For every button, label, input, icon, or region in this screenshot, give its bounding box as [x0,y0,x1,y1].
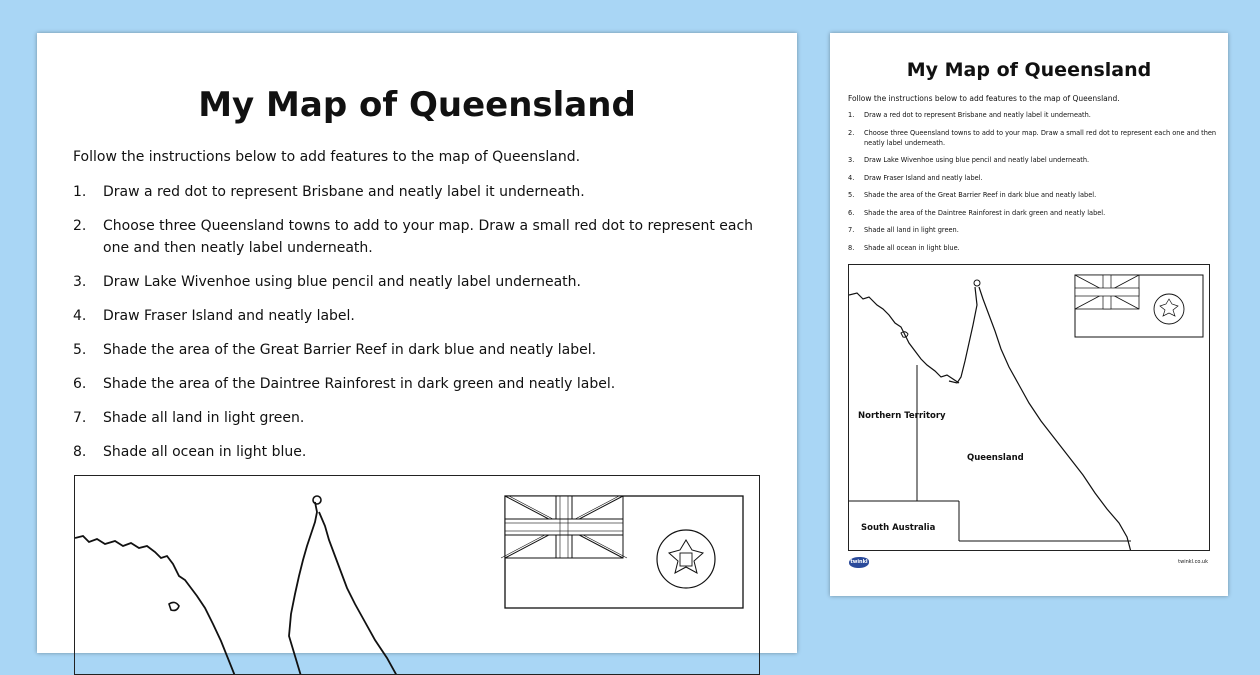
worksheet-large [37,33,797,653]
worksheet-title: My Map of Queensland [198,85,636,125]
instruction-item: 4. Draw Fraser Island and neatly label. [73,308,355,324]
queensland-outline-map [849,265,1210,551]
footer-site: twinkl.co.uk [1178,559,1208,565]
instruction-item: 1. Draw a red dot to represent Brisbane and neatly label it underneath. [73,184,585,200]
instruction-item: 5. Shade the area of the Great Barrier Reef in dark blue and neatly label. [848,191,1097,199]
queensland-badge-icon [657,530,715,588]
map-label-northern-territory: Northern Territory [858,411,946,421]
instruction-item: 2. Choose three Queensland towns to add to your map. Draw a small red dot to represent each one and then neatly label underneath. [848,128,1217,147]
instruction-item: 3. Draw Lake Wivenhoe using blue pencil and neatly label underneath. [848,156,1090,164]
union-jack-icon [1075,275,1139,309]
worksheet-title: My Map of Queensland [906,59,1152,81]
worksheet-intro: Follow the instructions below to add features to the map of Queensland. [73,149,581,165]
queensland-badge-icon [1154,294,1184,324]
map-frame [848,264,1210,551]
map-label-queensland: Queensland [967,453,1024,463]
instruction-item: 5. Shade the area of the Great Barrier Reef in dark blue and neatly label. [73,342,597,358]
queensland-flag-icon [501,496,743,608]
instruction-item: 3. Draw Lake Wivenhoe using blue pencil and neatly label underneath. [73,274,581,290]
twinkl-logo: twinkl [849,557,869,568]
instruction-item: 8. Shade all ocean in light blue. [73,444,307,460]
instruction-item: 6. Shade the area of the Daintree Rainforest in dark green and neatly label. [848,208,1106,217]
instruction-item: 7. Shade all land in light green. [848,226,959,234]
instruction-item: 7. Shade all land in light green. [73,410,305,426]
instruction-item: 8. Shade all ocean in light blue. [848,243,960,252]
queensland-flag-icon [1075,275,1203,337]
worksheet-small [830,33,1228,596]
map-frame [74,475,760,675]
instruction-item: 4. Draw Fraser Island and neatly label. [848,173,983,182]
instruction-list [73,181,773,475]
instruction-item: 6. Shade the area of the Daintree Rainforest in dark green and neatly label. [73,376,616,392]
instruction-item: 1. Draw a red dot to represent Brisbane and neatly label it underneath. [848,111,1091,119]
instruction-item: 2. Choose three Queensland towns to add to your map. Draw a small red dot to represent each one and then neatly label underneath. [73,218,754,256]
worksheet-intro: Follow the instructions below to add features to the map of Queensland. [848,94,1120,103]
map-label-south-australia: South Australia [861,523,936,533]
union-jack-icon [501,496,627,558]
queensland-outline-map [75,476,760,675]
instruction-list [848,110,1218,260]
